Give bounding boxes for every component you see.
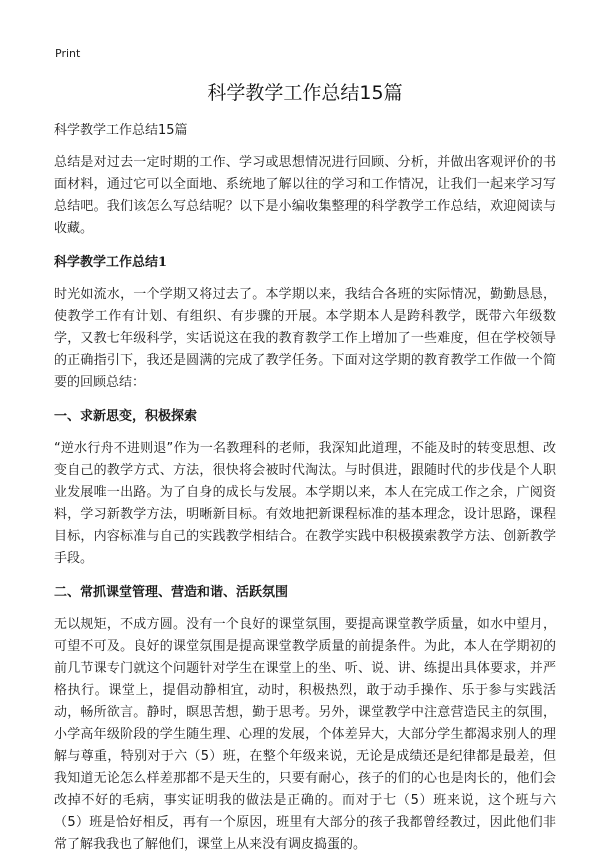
section-heading-1: 科学教学工作总结1	[54, 255, 168, 270]
subsection-heading-2: 二、常抓课堂管理、营造和谐、活跃氛围	[54, 585, 289, 600]
document-title: 科学教学工作总结15篇	[207, 82, 403, 104]
document-body	[54, 120, 556, 868]
print-link[interactable]: Print	[55, 47, 81, 60]
subsection-heading-1: 一、求新思变，积极探索	[54, 409, 198, 424]
intro-paragraph: 总结是对过去一定时期的工作、学习或思想情况进行回顾、分析，并做出客观评价的书面材料，通过它可以全面地、系统地了解以往的学习和工作情况，让我们一起来学习写总结吧。我们该怎么写总结呢？以下是小编收集整理的科学教学工作总结，欢迎阅读与收藏。	[54, 155, 556, 236]
subsection-1-paragraph: “逆水行舟不进则退”作为一名教理科的老师，我深知此道理，不能及时的转变思想、改变自己的教学方式、方法，很快将会被时代淘汰。与时俱进，跟随时代的步伐是个人职业发展唯一出路。为了自身的成长与发展。本学期以来，本人在完成工作之余，广阅资料，学习新教学方法，明晰新目标。有效地把新课程标准的基本理念，设计思路，课程目标，内容标准与自己的实践教学相结合。在教学实践中积极摸索教学方法、创新教学手段。	[54, 441, 556, 566]
section-1-paragraph: 时光如流水，一个学期又将过去了。本学期以来，我结合各班的实际情况，勤勤恳恳，使教学工作有计划、有组织、有步骤的开展。本学期本人是跨科教学，既带六年级数学，又教七年级科学，实话说这在我的教育教学工作上增加了一些难度，但在学校领导的正确指引下，我还是圆满的完成了教学任务。下面对这学期的教育教学工作做一个简要的回顾总结：	[54, 287, 556, 390]
document-subtitle: 科学教学工作总结15篇	[54, 123, 188, 138]
subsection-2-paragraph: 无以规矩，不成方圆。没有一个良好的课堂氛围，要提高课堂教学质量，如水中望月，可望不可及。良好的课堂氛围是提高课堂教学质量的前提条件。为此，本人在学期初的前几节课专门就这个问题针对学生在课堂上的坐、听、说、讲、练提出具体要求，并严格执行。课堂上，提倡动静相宜，动时，积极热烈，敢于动手操作、乐于参与实践活动，畅所欲言。静时，瞑思苦想，勤于思考。另外，课堂教学中注意营造民主的氛围，小学高年级阶段的学生随生理、心理的发展，个体差异大，大部分学生都渴求别人的理解与尊重，特别对于六（5）班，在整个年级来说，无论是成绩还是纪律都是最差，但我知道无论怎么样差那都不是天生的，只要有耐心，孩子的们的心也是肉长的，他们会改掉不好的毛病，事实证明我的做法是正确的。而对于七（5）班来说，这个班与六（5）班是恰好相反，再有一个原因，班里有大部分的孩子我都曾经教过，因此他们非常了解我我也了解他们，课堂上从来没有调皮捣蛋的。	[54, 617, 556, 852]
